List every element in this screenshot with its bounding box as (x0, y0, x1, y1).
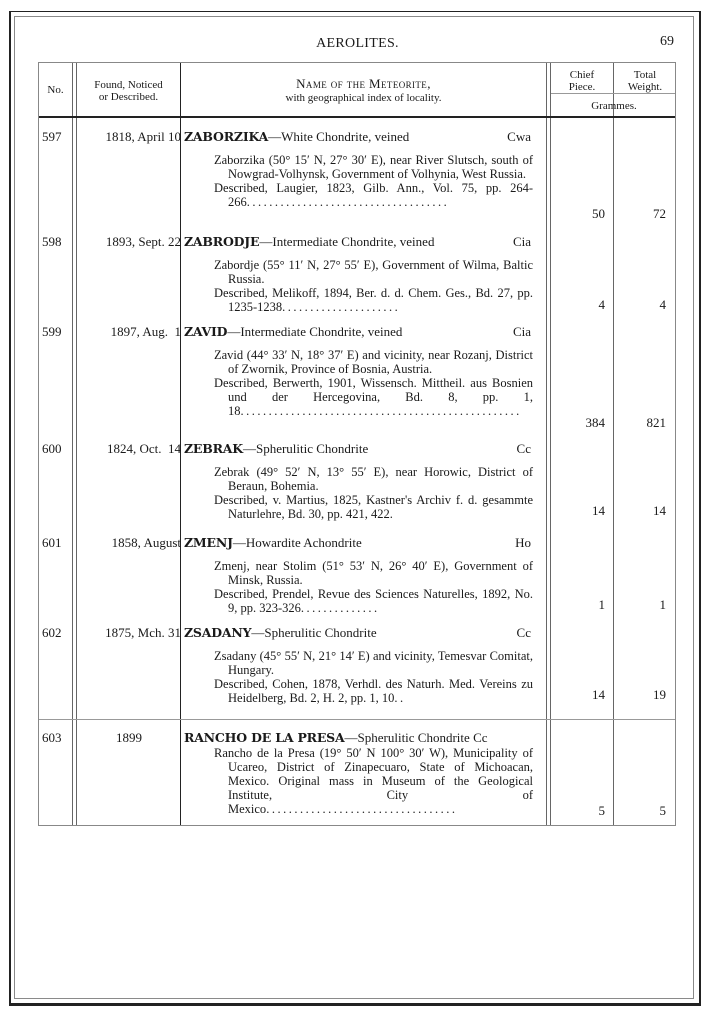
leader-dots: .................................. (266, 802, 458, 816)
entry-description (214, 465, 533, 521)
leader-dots: .............. (300, 601, 380, 615)
locality: Zavid (44° 33′ N, 18° 37′ E) and vicinity, near Rozanj, District of Zwornik, Province of Bosnia, Austria. (214, 348, 533, 376)
entry-description (214, 649, 533, 705)
total-weight: 5 (659, 803, 666, 818)
meteorite-name: ZEBRAK (184, 441, 243, 456)
meteorite-type: —Spherulitic Chondrite (242, 441, 369, 456)
header-found-line2: or Described. (98, 91, 159, 103)
chief-piece: 50 (592, 206, 605, 221)
leader-dots: ..................... (282, 300, 401, 314)
entry-date: 1858, August (111, 535, 181, 550)
header-name (181, 78, 546, 104)
leader-dots: .................................................. (240, 404, 522, 418)
col-rule (613, 63, 614, 825)
header-rule (39, 116, 675, 118)
header-total-line2: Weight. (627, 81, 663, 93)
class-code: Cc (516, 625, 531, 640)
chief-piece: 4 (598, 297, 605, 312)
locality: Zebrak (49° 52′ N, 13° 55′ E), near Horowic, District of Beraun, Bohemia. (214, 465, 533, 493)
total-weight: 4 (659, 297, 666, 312)
entry-number: 603 (42, 730, 62, 745)
locality-text: Rancho de la Presa (19° 50′ N 100° 30′ W), Municipality of Ucareo, District of Zinapecuaro, State of Michoacan, Mexico. Original mass in Museum of the Geological Institute, City of Mexico (214, 746, 533, 816)
entry-date: 1818, April 10 (105, 129, 181, 144)
meteorite-name: ZMENJ (184, 535, 233, 550)
total-weight: 1 (659, 597, 666, 612)
reference-text: Described, Melikoff, 1894, Ber. d. d. Chem. Ges., Bd. 27, pp. 1235-1238 (214, 286, 533, 314)
locality: Zmenj, near Stolim (51° 53′ N, 26° 40′ E), Government of Minsk, Russia. (214, 559, 533, 587)
entry-title (184, 625, 531, 641)
entry-number: 602 (42, 625, 62, 640)
total-weight: 72 (653, 206, 666, 221)
entry-title (184, 535, 531, 551)
running-head: AEROLITES. (316, 36, 399, 51)
entry-date: 1897, Aug. 1 (110, 324, 181, 339)
entry-description (214, 153, 533, 209)
class-code: Cc (516, 441, 531, 456)
locality: Zabordje (55° 11′ N, 27° 55′ E), Government of Wilma, Baltic Russia. (214, 258, 533, 286)
entry-title (184, 234, 531, 250)
reference-text: Described, Berwerth, 1901, Wissensch. Mittheil. aus Bosnien und der Hercegovina, Bd. 8, pp. 1, 18 (214, 376, 533, 418)
grammes-rule (551, 93, 675, 94)
meteorite-type: —Howardite Achondrite (232, 535, 362, 550)
meteorite-type: —Intermediate Chondrite, veined (259, 234, 435, 249)
row-rule (39, 719, 675, 720)
entry-number: 597 (42, 129, 62, 144)
meteorite-name: ZAVID (184, 324, 228, 339)
col-rule (550, 63, 551, 825)
class-code: Cwa (507, 129, 531, 144)
meteorite-name: RANCHO DE LA PRESA (184, 730, 345, 745)
header-name-title: Name of the Meteorite, (296, 76, 431, 91)
entry-date: 1875, Mch. 31 (105, 625, 181, 640)
locality (214, 746, 533, 816)
entry-title (184, 324, 531, 340)
reference-text: Described, Laugier, 1823, Gilb. Ann., Vol. 75, pp. 264-266 (214, 181, 533, 209)
chief-piece: 5 (598, 803, 605, 818)
reference (214, 181, 533, 209)
entry-description (214, 559, 533, 615)
entry-date: 1899 (116, 730, 142, 745)
entry-title (184, 441, 531, 457)
entry-description (214, 348, 533, 418)
total-weight: 19 (653, 687, 666, 702)
meteorite-name: ZSADANY (184, 625, 252, 640)
class-code: Ho (515, 535, 531, 550)
leader-dots: .................................... (246, 195, 450, 209)
header-name-subtitle: with geographical index of locality. (285, 92, 442, 104)
meteorite-type: —Spherulitic Chondrite (251, 625, 377, 640)
total-weight: 821 (646, 415, 666, 430)
col-rule (72, 63, 73, 825)
locality: Zaborzika (50° 15′ N, 27° 30′ E), near River Slutsch, south of Nowgrad-Volhynsk, Government of Volhynia, West Russia. (214, 153, 533, 181)
reference (214, 677, 533, 705)
header-chief-piece (551, 69, 613, 93)
meteorite-table (38, 62, 676, 826)
header-unit: Grammes. (591, 100, 637, 112)
header-total-weight (614, 69, 676, 93)
chief-piece: 14 (592, 687, 605, 702)
meteorite-type: —Intermediate Chondrite, veined (227, 324, 403, 339)
page-number: 69 (660, 34, 674, 49)
entry-date: 1893, Sept. 22 (105, 234, 181, 249)
meteorite-type: —White Chondrite, veined (268, 129, 410, 144)
meteorite-name: ZABRODJE (184, 234, 260, 249)
leader-dots: .. (394, 691, 406, 705)
class-code: Cia (512, 234, 531, 249)
header-found-line1: Found, Noticed (94, 79, 163, 91)
class-code: Cc (473, 730, 488, 745)
class-code: Cia (512, 324, 531, 339)
entry-title (184, 129, 531, 145)
reference (214, 286, 533, 314)
header-chief-line1: Chief (569, 69, 595, 81)
locality: Zsadany (45° 55′ N, 21° 14′ E) and vicinity, Temesvar Comitat, Hungary. (214, 649, 533, 677)
entry-description (214, 746, 533, 816)
chief-piece: 384 (585, 415, 605, 430)
entry-date: 1824, Oct. 14 (106, 441, 181, 456)
total-weight: 14 (653, 503, 666, 518)
col-rule (546, 63, 547, 825)
entry-number: 599 (42, 324, 62, 339)
reference: Described, v. Martius, 1825, Kastner's Archiv f. d. gesammte Naturlehre, Bd. 30, pp. 421, 422. (214, 493, 533, 521)
header-found (77, 79, 180, 103)
entry-number: 598 (42, 234, 62, 249)
header-no: No. (47, 84, 64, 96)
meteorite-name: ZABORZIKA (184, 129, 269, 144)
chief-piece: 14 (592, 503, 605, 518)
entry-number: 600 (42, 441, 62, 456)
header-total-line1: Total (633, 69, 657, 81)
entry-title (184, 730, 531, 746)
entry-description (214, 258, 533, 314)
entry-number: 601 (42, 535, 62, 550)
header-chief-line2: Piece. (568, 81, 596, 93)
reference (214, 587, 533, 615)
reference (214, 376, 533, 418)
reference-text: Described, Prendel, Revue des Sciences Naturelles, 1892, No. 9, pp. 323-326 (214, 587, 533, 615)
chief-piece: 1 (598, 597, 605, 612)
reference-text: Described, Cohen, 1878, Verhdl. des Naturh. Med. Vereins zu Heidelberg, Bd. 2, H. 2, pp. 1, 10 (214, 677, 533, 705)
meteorite-type: —Spherulitic Chondrite (344, 730, 470, 745)
